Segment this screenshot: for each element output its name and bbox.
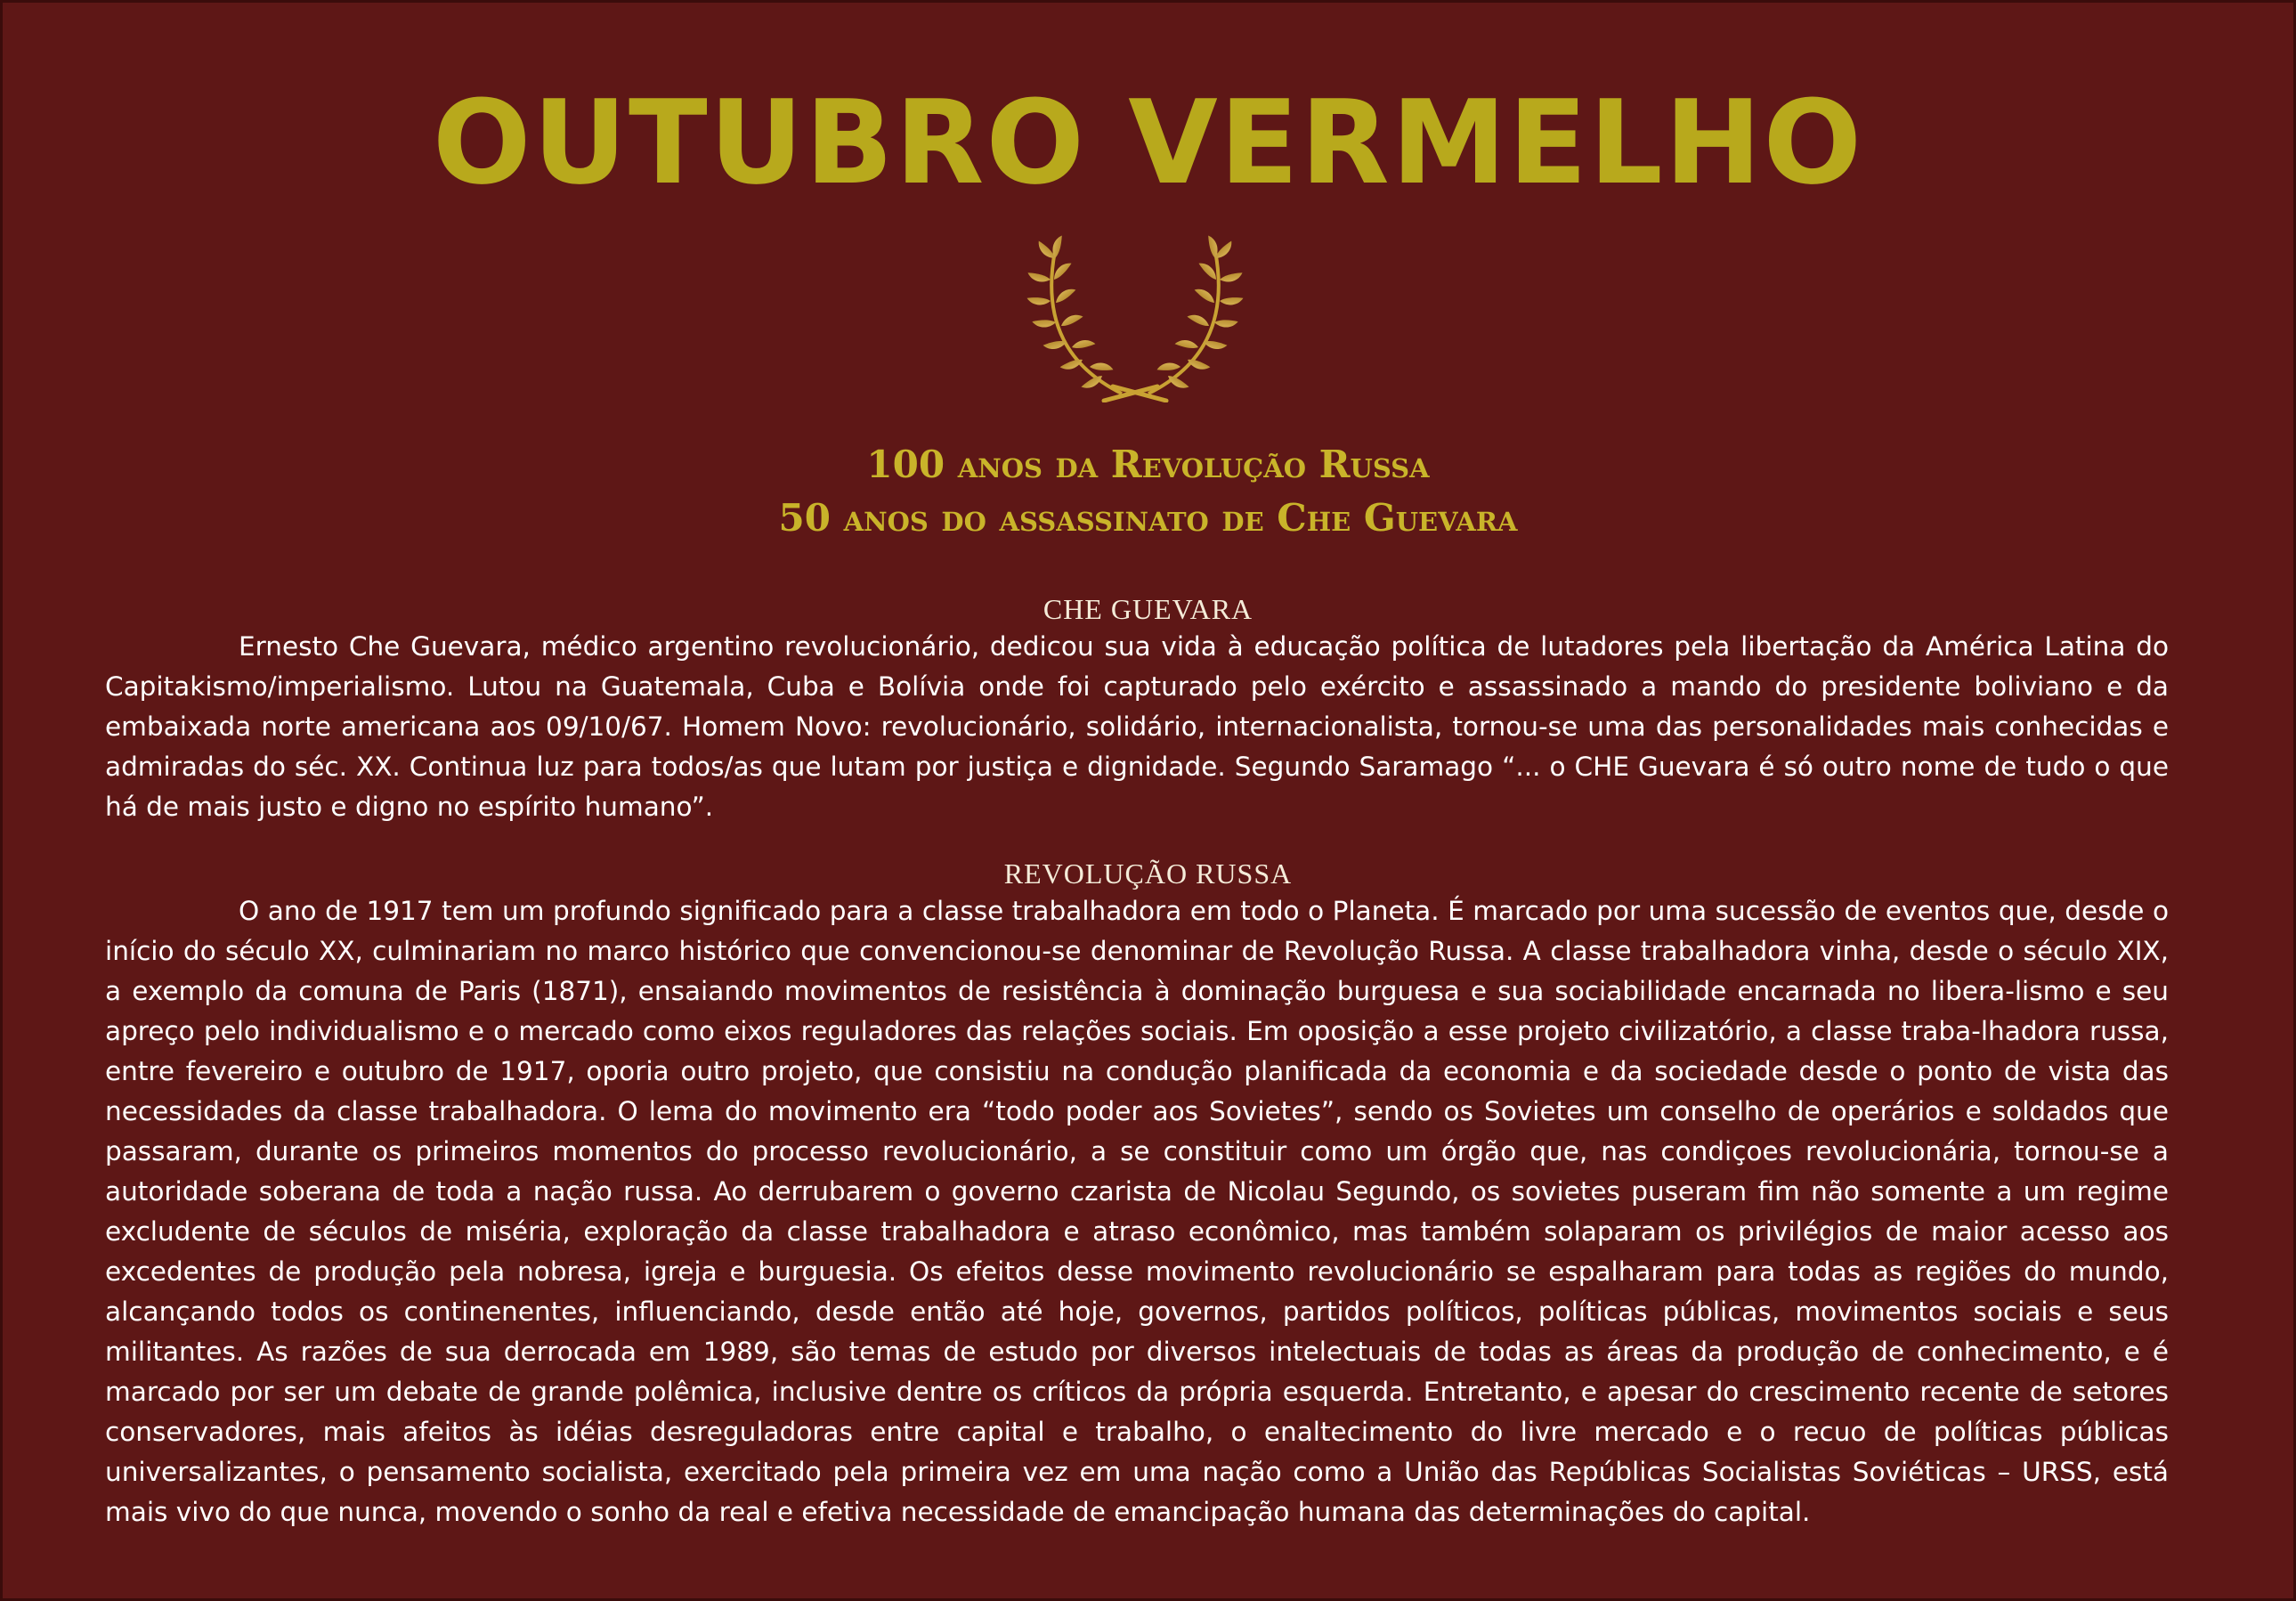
subtitle-line-2: 50 anos do assassinato de Che Guevara	[778, 496, 1518, 540]
section-text-revolucao-russa: O ano de 1917 tem um profundo significado para a classe trabalhadora em todo o Planeta. É marcado por uma sucessão de eventos que, desde o início do século XX, culminariam no marco histórico que convencionou-se denominar de Revolução Russa. A classe trabalhadora vinha, desde o século XIX, a exemplo da comuna de Paris (1871), ensaiando movimentos de resistência à dominação burguesa e sua sociabilidade encarnada no libera-lismo e seu apreço pelo individualismo e o mercado como eixos reguladores das relações sociais. Em oposição a esse projeto civilizatório, a classe traba-lhadora russa, entre fevereiro e outubro de 1917, oporia outro projeto, que consistiu na condução planificada da economia e da sociedade desde o ponto de vista das necessidades da classe trabalhadora. O lema do movimento era “todo poder aos Sovietes”, sendo os Sovietes um conselho de operários e soldados que passaram, durante os primeiros momentos do processo revolucionário, a se constituir como um órgão que, nas condiçoes revolucionária, tornou-se a autoridade soberana de toda a nação russa. Ao derrubarem o governo czarista de Nicolau Segundo, os sovietes puseram fim não somente a um regime excludente de séculos de miséria, exploração da classe trabalhadora e atraso econômico, mas também solaparam os privilégios de maior acesso aos excedentes de produção pela nobresa, igreja e burguesia. Os efeitos desse movimento revolucionário se espalharam para todas as regiões do mundo, alcançando todos os continenentes, influenciando, desde então até hoje, governos, partidos políticos, políticas públicas, movimentos sociais e seus militantes. As razões de sua derrocada em 1989, são temas de estudo por diversos intelectuais de todas as áreas da produção de conhecimento, e é marcado por ser um debate de grande polêmica, inclusive dentre os críticos da própria esquerda. Entretanto, e apesar do crescimento recente de setores conservadores, mais afeitos às idéias desreguladoras entre capital e trabalho, o enaltecimento do livre mercado e o recuo de políticas públicas universalizantes, o pensamento socialista, exercitado pela primeira vez em uma nação como a União das Repúblicas Socialistas Soviéticas – URSS, está mais vivo do que nunca, movendo o sonho da real e efetiva necessidade de emancipação humana das determinações do capital.	[105, 896, 2169, 1527]
laurel-left-branch	[1026, 234, 1122, 394]
laurel-right-branch	[1148, 234, 1245, 394]
page-title: OUTUBRO VERMELHO	[432, 75, 1864, 210]
section-heading-che-guevara: CHE GUEVARA	[1043, 593, 1253, 625]
section-text-che-guevara: Ernesto Che Guevara, médico argentino revolucionário, dedicou sua vida à educação política de lutadores pela libertação da América Latina do Capitakismo/imperialismo. Lutou na Guatemala, Cuba e Bolívia onde foi capturado pelo exército e assassinado a mando do presidente boliviano e da embaixada norte americana aos 09/10/67. Homem Novo: revolucionário, solidário, internacionalista, tornou-se uma das personalidades mais conhecidas e admiradas do séc. XX. Continua luz para todos/as que lutam por justiça e dignidade. Segundo Saramago “... o CHE Guevara é só outro nome de tudo o que há de mais justo e digno no espírito humano”.	[105, 631, 2169, 822]
subtitle-line-1: 100 anos da Revolução Russa	[866, 443, 1430, 486]
section-heading-revolucao-russa: REVOLUÇÃO RUSSA	[1003, 857, 1293, 890]
laurel-wreath-icon	[1015, 233, 1255, 402]
